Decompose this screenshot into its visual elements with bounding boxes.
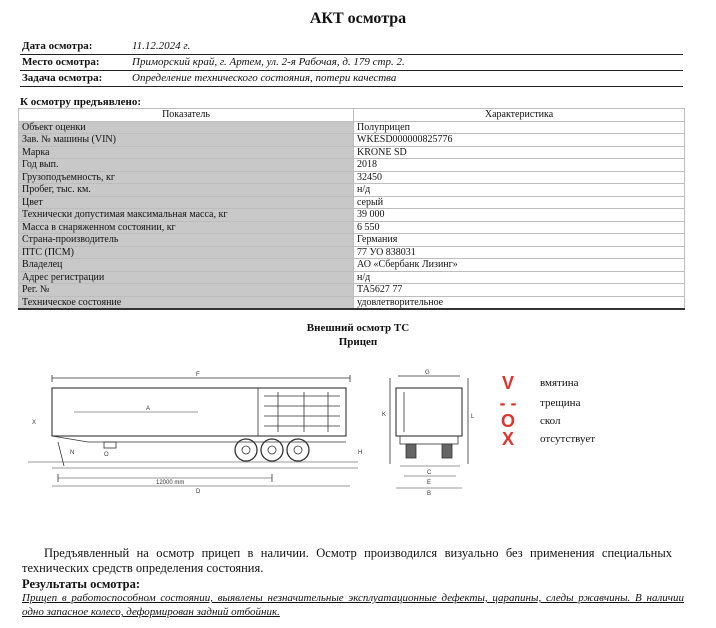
trailer-schematic (28, 366, 478, 496)
col-characteristic-header: Характеристика (354, 109, 685, 122)
exterior-subtitle: Прицеп (338, 336, 378, 348)
spec-value: н/д (354, 271, 685, 284)
spec-value: АО «Сбербанк Лизинг» (354, 259, 685, 272)
dim-letter-o: O (104, 452, 109, 458)
dim-length: 12000 mm (156, 480, 185, 486)
table-row (19, 196, 685, 209)
table-row (19, 171, 685, 184)
inspection-place-label: Место осмотра: (22, 56, 100, 68)
presented-label: К осмотру предъявлено: (20, 96, 142, 108)
table-row (19, 271, 685, 284)
svg-text:X: X (32, 420, 37, 426)
vehicle-spec-table (18, 108, 685, 310)
svg-text:H: H (358, 450, 363, 456)
spec-key: Зав. № машины (VIN) (19, 134, 354, 147)
inspection-place-row (20, 56, 683, 71)
legend-label-crack: трещина (540, 397, 581, 409)
spec-value: 6 550 (354, 221, 685, 234)
table-row (19, 234, 685, 247)
legend-item-chip (496, 412, 646, 430)
dim-letter-c: C (427, 470, 432, 476)
dim-letter-n: N (70, 450, 75, 456)
inspection-date-label: Дата осмотра: (22, 40, 93, 52)
spec-value: 39 000 (354, 209, 685, 222)
spec-key: Марка (19, 146, 354, 159)
table-row (19, 259, 685, 272)
dim-letter-b: B (427, 491, 432, 496)
table-row (19, 184, 685, 197)
table-row (19, 209, 685, 222)
legend-item-missing (496, 430, 646, 448)
exterior-title: Внешний осмотр ТС (306, 322, 410, 334)
dent-symbol-icon: V (501, 373, 514, 393)
trailer-rear-view (382, 370, 475, 496)
table-row (19, 159, 685, 172)
inspection-paragraph: Предъявленный на осмотр прицеп в наличии. Осмотр производился визуально без применения специальных технических средств определения состояния. (22, 546, 672, 575)
spec-key: Масса в снаряженном состоянии, кг (19, 221, 354, 234)
spec-value: ТА5627 77 (354, 284, 685, 297)
spec-key: Страна-производитель (19, 234, 354, 247)
table-row (19, 146, 685, 159)
results-text: Прицеп в работоспособном состоянии, выявлены незначительные эксплуатационные дефекты, царапины, следы ржавчины. В наличии одно запасное колесо, деформирован задний отбойник. (22, 592, 684, 618)
legend-item-crack (496, 394, 646, 412)
dim-letter-a: A (146, 406, 151, 412)
spec-value: Германия (354, 234, 685, 247)
spec-key: Адрес регистрации (19, 271, 354, 284)
spec-value: 2018 (354, 159, 685, 172)
inspection-task-label: Задача осмотра: (22, 72, 103, 84)
spec-key: Владелец (19, 259, 354, 272)
dim-letter-g: G (425, 370, 430, 376)
spec-key: Технически допустимая максимальная масса, кг (19, 209, 354, 222)
missing-symbol-icon: X (501, 429, 514, 449)
trailer-side-view (28, 372, 362, 495)
legend-label-missing: отсутствует (540, 433, 596, 445)
dim-letter-e: E (427, 480, 432, 486)
table-row (19, 246, 685, 259)
inspection-place-value: Приморский край, г. Артем, ул. 2-я Рабочая, д. 179 стр. 2. (132, 56, 405, 68)
table-row (19, 134, 685, 147)
table-row (19, 221, 685, 234)
spec-value: 32450 (354, 171, 685, 184)
legend-item-dent (496, 374, 646, 392)
spec-value: удовлетворительное (354, 296, 685, 309)
spec-value: н/д (354, 184, 685, 197)
results-heading: Результаты осмотра: (22, 577, 140, 591)
spec-key: Год вып. (19, 159, 354, 172)
inspection-date-row (20, 40, 683, 55)
dim-letter-l: L (471, 414, 475, 420)
dim-letter-f: F (196, 372, 200, 378)
spec-value: 77 УО 838031 (354, 246, 685, 259)
inspection-date-value: 11.12.2024 г. (132, 40, 191, 52)
document-title: АКТ осмотра (309, 10, 407, 27)
spec-key: Рег. № (19, 284, 354, 297)
inspection-task-value: Определение технического состояния, потери качества (132, 72, 397, 84)
table-row (19, 121, 685, 134)
table-row (19, 284, 685, 297)
spec-key: Цвет (19, 196, 354, 209)
dim-letter-d: D (196, 489, 201, 495)
spec-value: серый (354, 196, 685, 209)
legend-label-chip: скол (540, 415, 561, 427)
spec-key: ПТС (ПСМ) (19, 246, 354, 259)
spec-key: Пробег, тыс. км. (19, 184, 354, 197)
spec-key: Грузоподъемность, кг (19, 171, 354, 184)
col-indicator-header: Показатель (19, 109, 354, 122)
dim-letter-k: K (382, 412, 387, 418)
legend-label-dent: вмятина (540, 377, 579, 389)
spec-value: KRONE SD (354, 146, 685, 159)
spec-key: Объект оценки (19, 121, 354, 134)
table-row (19, 296, 685, 309)
spec-key: Техническое состояние (19, 296, 354, 309)
chip-symbol-icon: O (500, 411, 515, 431)
spec-value: Полуприцеп (354, 121, 685, 134)
inspection-task-row (20, 72, 683, 87)
crack-symbol-icon: - - (499, 393, 517, 413)
spec-value: WKESD000000825776 (354, 134, 685, 147)
